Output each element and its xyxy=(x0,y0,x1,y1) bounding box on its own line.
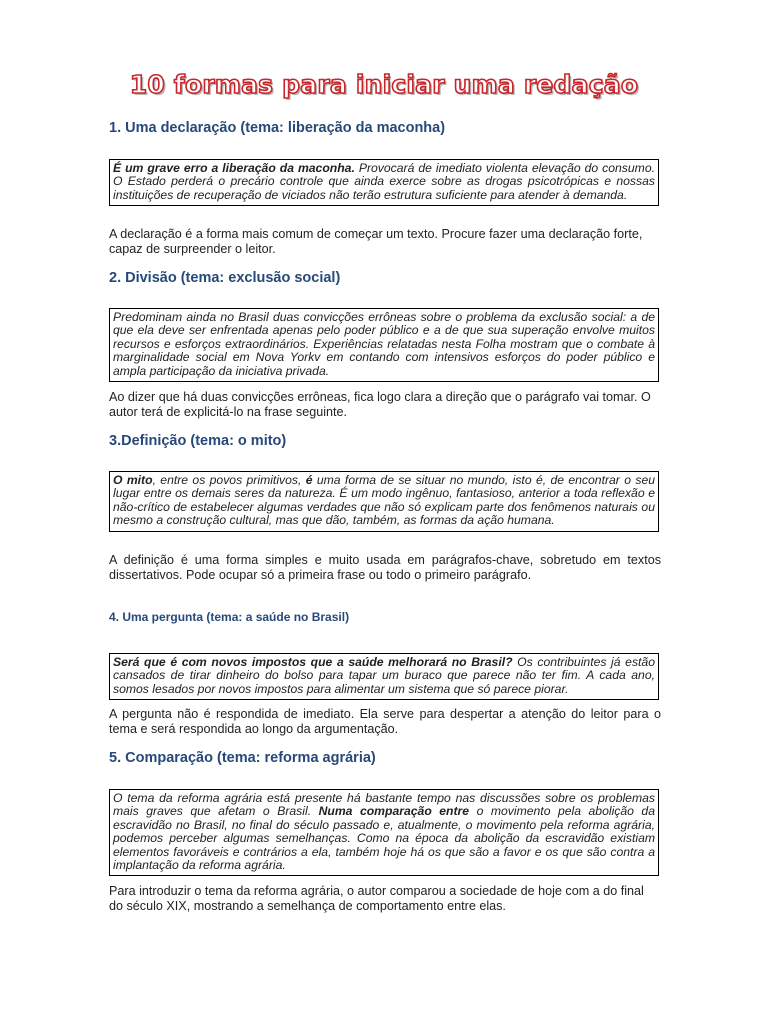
section-5-box-text-2: o movimento pela abolição da escravidão no Brasil, no final do século passado e, atualmente, o movimento pela reforma agrária, podemos perceber algumas semelhanças. Como na época da abolição da escravidão existiam elementos favoráveis e contrários a ela, também hoje há os que são a favor e os que são contra a implantação da reforma agrária. xyxy=(113,804,655,873)
section-2-heading: 2. Divisão (tema: exclusão social) xyxy=(109,270,341,286)
section-2-box-text: Predominam ainda no Brasil duas convicções errôneas sobre o problema da exclusão social: a de que ela deve ser enfrentada apenas pelo poder público e a de que sua superação envolve muitos recursos e esforços extraordinários. Experiências relatadas nesta Folha mostram que o combate à marginalidade social em Nova Yorkv em contando com intensivos esforços do poder público e ampla participação da iniciativa privada. xyxy=(113,310,655,378)
section-2 xyxy=(109,270,661,286)
section-3 xyxy=(109,433,661,449)
section-2-example-box xyxy=(109,308,659,382)
section-1-explanation: A declaração é a forma mais comum de começar um texto. Procure fazer uma declaração forte, capaz de surpreender o leitor. xyxy=(109,227,643,256)
section-1-heading: 1. Uma declaração (tema: liberação da maconha) xyxy=(109,120,446,136)
section-4-example-box xyxy=(109,653,659,700)
section-3-example-box xyxy=(109,471,659,532)
section-4-box-lead: Será que é com novos impostos que a saúde melhorará no Brasil? xyxy=(113,655,513,669)
document-title: 10 formas para iniciar uma redação xyxy=(129,70,639,99)
section-4-box-text: Os contribuintes já estão cansados de tirar dinheiro do bolso para tapar um buraco que parece não ter fim. A cada ano, somos lesados por novos impostos para alimentar um sistema que só parece piorar. xyxy=(113,655,655,696)
section-5-box-text-1: O tema da reforma agrária está presente há bastante tempo nas discussões sobre os problemas mais graves que afetam o Brasil. xyxy=(113,791,655,819)
section-4-explanation: A pergunta não é respondida de imediato. Ela serve para despertar a atenção do leitor para o tema e será respondida ao longo da argumentação. xyxy=(109,707,661,736)
section-2-explanation: Ao dizer que há duas convicções errôneas, fica logo clara a direção que o parágrafo vai tomar. O autor terá de explicitá-lo na frase seguinte. xyxy=(109,390,651,419)
section-5-box-lead: Numa comparação entre xyxy=(318,804,470,819)
section-1-box-text: Provocará de imediato violenta elevação do consumo. O Estado perderá o precário controle que ainda exerce sobre as drogas psicotrópicas e nossas instituições de recuperação de viciados não terão estrutura suficiente para atender à demanda. xyxy=(113,161,655,202)
section-5 xyxy=(109,750,661,766)
section-5-example-box xyxy=(109,789,659,876)
section-3-explanation: A definição é uma forma simples e muito usada em parágrafos-chave, sobretudo em textos dissertativos. Pode ocupar só a primeira frase ou todo o primeiro parágrafo. xyxy=(109,553,661,582)
section-4-heading: 4. Uma pergunta (tema: a saúde no Brasil) xyxy=(109,610,350,624)
section-3-heading: 3.Definição (tema: o mito) xyxy=(109,433,287,449)
section-3-box-text: uma forma de se situar no mundo, isto é, de encontrar o seu lugar entre os demais seres da natureza. É um modo ingênuo, fantasioso, anterior a toda reflexão e não-crítico de estabelecer algumas verdades que não só explicam parte dos fenômenos naturais ou mesmo a construção cultural, mas que dão, também, as formas da ação humana. xyxy=(113,473,655,528)
section-4 xyxy=(109,610,661,624)
section-1-example-box xyxy=(109,159,659,206)
section-5-explanation: Para introduzir o tema da reforma agrária, o autor comparou a sociedade de hoje com a do final do século XIX, mostrando a semelhança de comportamento entre elas. xyxy=(109,884,644,913)
section-1 xyxy=(109,120,661,136)
section-5-heading: 5. Comparação (tema: reforma agrária) xyxy=(109,750,376,766)
section-1-box-lead: É um grave erro a liberação da maconha. xyxy=(113,161,355,175)
section-3-box-mid: , entre os povos primitivos, xyxy=(152,473,306,487)
section-3-box-lead: O mito xyxy=(113,473,153,487)
section-3-box-verb: é xyxy=(305,473,313,487)
